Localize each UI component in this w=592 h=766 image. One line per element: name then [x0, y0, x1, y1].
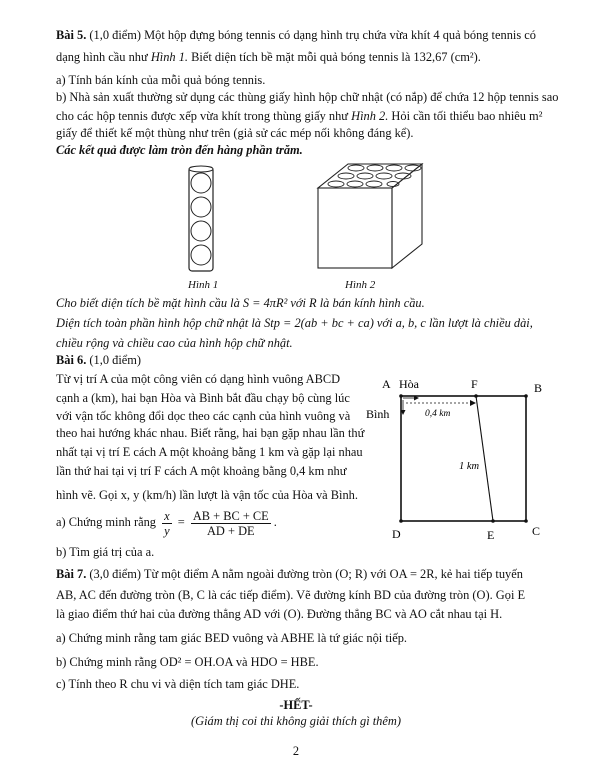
ball-icon [191, 173, 211, 193]
bai5-formula-note-3: chiều rộng và chiều cao của hình hộp chữ nhật. [56, 336, 293, 350]
bai7-paragraph-3: là giao điểm thứ hai của đường thẳng AD với (O). Đường thẳng BC và AO cắt nhau tại H. [56, 607, 503, 621]
equals-sign: = [177, 515, 185, 529]
bai5-formula-note-2: Diện tích toàn phần hình hộp chữ nhật là Stp = 2(ab + bc + ca) với a, b, c lần lượt là chiều dài, [56, 316, 533, 330]
point-c [524, 519, 528, 523]
label-c: C [532, 524, 541, 538]
bai5-points: (1,0 điểm) [89, 28, 142, 42]
point-d [399, 519, 403, 523]
fraction-numerator: AB + BC + CE [192, 508, 269, 523]
figure-2-caption: Hình 2 [345, 279, 376, 291]
figure-2-tennis-box [316, 162, 426, 272]
end-mark: -HẾT- [279, 698, 313, 712]
bai5-line-b-2 [56, 109, 542, 123]
figure-1-caption: Hình 1 [188, 279, 219, 291]
label-distance-af: 0,4 km [425, 409, 451, 419]
bai6-heading: Bài 6. [56, 353, 87, 367]
bai7-paragraph-2: AB, AC đến đường tròn (B, C là các tiếp điểm). Vẽ đường kính BD của đường tròn (O). Gọi E [56, 588, 526, 602]
bai5-question-b-2c: Hỏi cần tối thiểu bao nhiêu m² [391, 109, 543, 123]
bai6-question-a-prefix: a) Chứng minh rằng [56, 515, 156, 529]
point-e [491, 519, 495, 523]
bai5-question-b-3: giấy để thiết kế một thùng như trên (giả sử các mép nối không đáng kể). [56, 126, 414, 140]
bai5-question-b-2a: cho các hộp tennis được xếp vừa khít trong thùng giấy như [56, 109, 349, 123]
figure-1-tennis-tube [187, 165, 227, 275]
fraction-x-over-y [162, 509, 172, 538]
ball-icon [191, 245, 211, 265]
label-e: E [487, 528, 495, 542]
bai7-line-1 [56, 567, 523, 581]
bai6-paragraph-7: hình vẽ. Gọi x, y (km/h) lần lượt là vận tốc của Hòa và Bình. [56, 488, 358, 502]
bai6-paragraph-4: theo hai hướng khác nhau. Biết rằng, hai bạn gặp nhau lần thứ [56, 426, 365, 440]
bai6-question-a-end: . [273, 515, 277, 529]
bai6-paragraph-6: lần thứ hai tại vị trí F cách A một khoảng bằng 0,4 km như [56, 464, 347, 478]
bai5-formula-note-1: Cho biết diện tích bề mặt hình cầu là S = 4πR² với R là bán kính hình cầu. [56, 296, 425, 310]
label-b: B [534, 381, 543, 395]
bai7-points: (3,0 điểm) [89, 567, 142, 581]
square-abcd [401, 396, 526, 521]
bai5-intro-1: Một hộp đựng bóng tennis có dạng hình trụ chứa vừa khít 4 quả bóng tennis có [144, 28, 536, 42]
point-b [524, 394, 528, 398]
fraction-y: y [164, 523, 170, 538]
bai6-paragraph-3: với vận tốc không đổi dọc theo các cạnh của hình vuông và [56, 409, 351, 423]
bai7-question-a: a) Chứng minh rằng tam giác BED vuông và ABHE là tứ giác nội tiếp. [56, 631, 408, 645]
arrow-right-icon [470, 400, 476, 406]
fraction-x: x [164, 508, 170, 523]
bai5-line-1 [56, 28, 536, 42]
bai5-heading: Bài 5. [56, 28, 87, 42]
bai6-paragraph-2: cạnh a (km), hai bạn Hòa và Bình bắt đầu chạy bộ cùng lúc [56, 391, 350, 405]
bai6-question-b: b) Tìm giá trị của a. [56, 545, 155, 559]
segment-fe [476, 396, 493, 521]
bai6-points: (1,0 điểm) [89, 353, 142, 367]
point-f [474, 394, 478, 398]
page-number: 2 [292, 744, 300, 758]
bai5-rounding-note: Các kết quả được làm tròn đến hàng phần trăm. [56, 143, 303, 157]
label-d: D [392, 527, 401, 541]
bai5-intro-2b: Hình 1. [150, 50, 189, 64]
bai6-line-1 [56, 353, 141, 367]
point-a [399, 394, 403, 398]
bai5-question-b-2b: Hình 2. [351, 109, 389, 123]
ball-icon [191, 221, 211, 241]
label-binh: Bình [366, 407, 390, 421]
bai5-question-b-1: b) Nhà sản xuất thường sử dụng các thùng giấy hình hộp chữ nhật (có nắp) để chứa 12 hộp tennis sao [56, 90, 559, 104]
label-hoa: Hòa [399, 377, 419, 391]
fraction-paths [191, 509, 271, 538]
bai6-question-a [56, 508, 277, 538]
bai7-question-c: c) Tính theo R chu vi và diện tích tam giác DHE. [56, 677, 300, 691]
fraction-denominator: AD + DE [206, 523, 255, 538]
bai6-paragraph-5: nhất tại vị trí E cách A một khoảng bằng 1 km và gặp lại nhau [56, 445, 363, 459]
bai7-paragraph-1: Từ một điểm A nằm ngoài đường tròn (O; R) với OA = 2R, kẻ hai tiếp tuyến [143, 567, 523, 581]
label-f: F [471, 377, 478, 391]
bai7-question-b: b) Chứng minh rằng OD² = OH.OA và HDO = HBE. [56, 655, 319, 669]
bai6-paragraph-1: Từ vị trí A của một công viên có dạng hình vuông ABCD [56, 372, 341, 386]
bai5-line-2 [56, 50, 481, 64]
bai5-question-a: a) Tính bán kính của mỗi quả bóng tennis. [56, 73, 266, 87]
bai5-intro-2c: Biết diện tích bề mặt mỗi quả bóng tennis là 132,67 (cm²). [191, 50, 481, 64]
ball-icon [191, 197, 211, 217]
label-a: A [382, 377, 391, 391]
bai7-heading: Bài 7. [56, 567, 87, 581]
square-park-diagram [366, 376, 541, 541]
bai5-intro-2a: dạng hình cầu như [56, 50, 148, 64]
footer-note: (Giám thị coi thi không giải thích gì thêm) [191, 714, 401, 728]
label-distance-fe: 1 km [459, 461, 480, 472]
